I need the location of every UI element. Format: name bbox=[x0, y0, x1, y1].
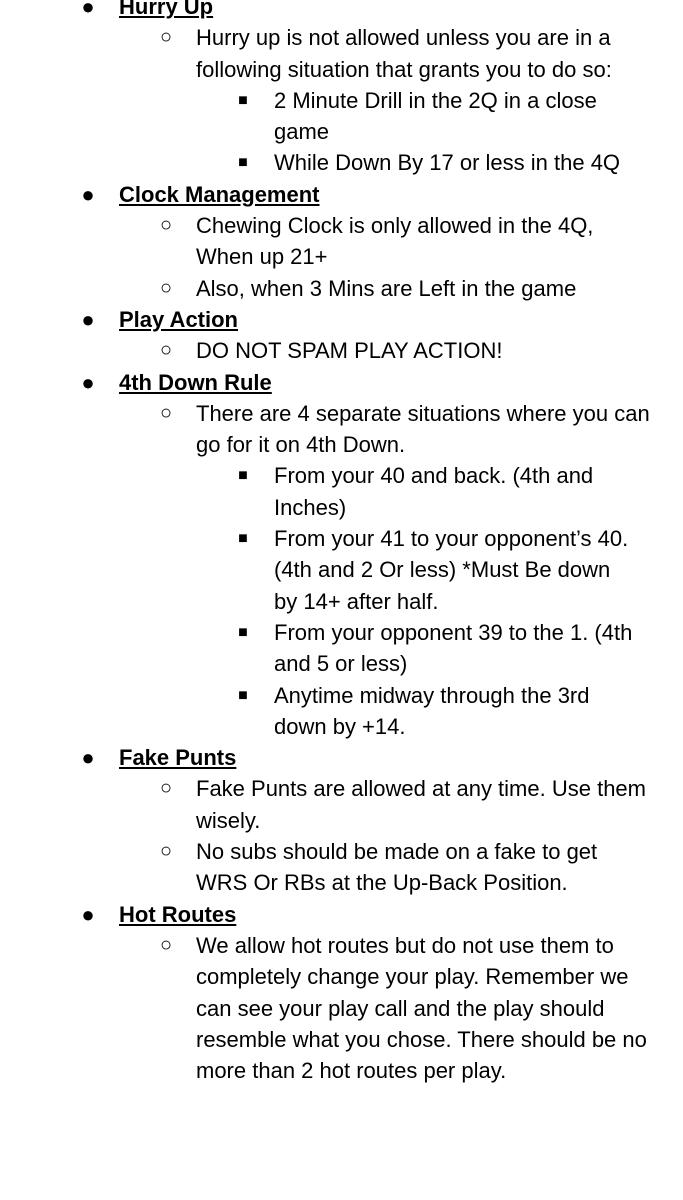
list-item-text: We allow hot routes but do not use them to completely change your play. Remember we can see your play call and the play should resemble what you chose. There should be no more than 2 hot routes per play. bbox=[196, 932, 647, 1084]
disc-bullet-icon: ● bbox=[81, 901, 95, 927]
section-play-action bbox=[0, 304, 683, 335]
section-hurry-up bbox=[0, 0, 683, 22]
circle-bullet-icon: ○ bbox=[159, 401, 173, 424]
sub-list-item-text: Anytime midway through the 3rd down by +14. bbox=[274, 682, 590, 739]
sub-list-item-text: From your 40 and back. (4th and Inches) bbox=[274, 463, 594, 520]
sub-list-item-text: While Down By 17 or less in the 4Q bbox=[274, 150, 621, 176]
square-bullet-icon: ■ bbox=[238, 686, 248, 704]
square-bullet-icon: ■ bbox=[238, 530, 248, 548]
section-clock-management bbox=[0, 179, 683, 210]
disc-bullet-icon: ● bbox=[81, 181, 95, 207]
sub-list-item bbox=[0, 147, 683, 178]
disc-bullet-icon: ● bbox=[81, 369, 95, 395]
disc-bullet-icon: ● bbox=[81, 306, 95, 332]
section-heading: Clock Management bbox=[119, 181, 320, 207]
circle-bullet-icon: ○ bbox=[159, 933, 173, 956]
disc-bullet-icon: ● bbox=[81, 0, 95, 19]
list-item-text: Hurry up is not allowed unless you are in a following situation that grants you to do so: bbox=[196, 25, 612, 82]
sub-list-item-text: From your opponent 39 to the 1. (4th and 5 or less) bbox=[274, 619, 633, 677]
section-fake-punts bbox=[0, 742, 683, 773]
list-item-text: DO NOT SPAM PLAY ACTION! bbox=[196, 338, 503, 364]
square-bullet-icon: ■ bbox=[238, 467, 248, 485]
list-item bbox=[0, 273, 683, 304]
disc-bullet-icon: ● bbox=[81, 745, 95, 771]
section-hot-routes bbox=[0, 899, 683, 930]
sub-list-item bbox=[0, 85, 683, 148]
sub-list-item bbox=[0, 680, 683, 743]
sub-list-item-text: From your 41 to your opponent’s 40. (4th and 2 Or less) *Must Be down by 14+ after half. bbox=[274, 526, 629, 614]
list-item bbox=[0, 773, 683, 836]
list-item bbox=[0, 836, 683, 899]
list-item-text: Fake Punts are allowed at any time. Use them wisely. bbox=[196, 776, 646, 833]
square-bullet-icon: ■ bbox=[238, 91, 248, 109]
sub-list-item bbox=[0, 523, 683, 617]
circle-bullet-icon: ○ bbox=[159, 214, 173, 237]
list-item-text: Chewing Clock is only allowed in the 4Q, When up 21+ bbox=[196, 213, 594, 270]
list-item bbox=[0, 930, 683, 1086]
list-item-text: Also, when 3 Mins are Left in the game bbox=[196, 275, 577, 301]
section-4th-down-rule bbox=[0, 367, 683, 398]
circle-bullet-icon: ○ bbox=[159, 26, 173, 49]
circle-bullet-icon: ○ bbox=[159, 339, 173, 362]
section-heading: 4th Down Rule bbox=[119, 369, 272, 395]
sub-list-item bbox=[0, 460, 683, 523]
section-heading: Hurry Up bbox=[119, 0, 214, 19]
square-bullet-icon: ■ bbox=[238, 623, 248, 641]
list-item bbox=[0, 398, 683, 461]
sub-list-item-text: 2 Minute Drill in the 2Q in a close game bbox=[274, 87, 597, 145]
list-item-text: There are 4 separate situations where you can go for it on 4th Down. bbox=[196, 400, 650, 458]
list-item bbox=[0, 22, 683, 85]
list-item bbox=[0, 335, 683, 366]
section-heading: Hot Routes bbox=[119, 901, 237, 927]
section-heading: Play Action bbox=[119, 306, 238, 332]
circle-bullet-icon: ○ bbox=[159, 840, 173, 863]
circle-bullet-icon: ○ bbox=[159, 777, 173, 800]
circle-bullet-icon: ○ bbox=[159, 276, 173, 299]
sub-list-item bbox=[0, 617, 683, 680]
section-heading: Fake Punts bbox=[119, 745, 237, 771]
list-item bbox=[0, 210, 683, 273]
square-bullet-icon: ■ bbox=[238, 154, 248, 172]
list-item-text: No subs should be made on a fake to get WRS Or RBs at the Up-Back Position. bbox=[196, 839, 598, 896]
